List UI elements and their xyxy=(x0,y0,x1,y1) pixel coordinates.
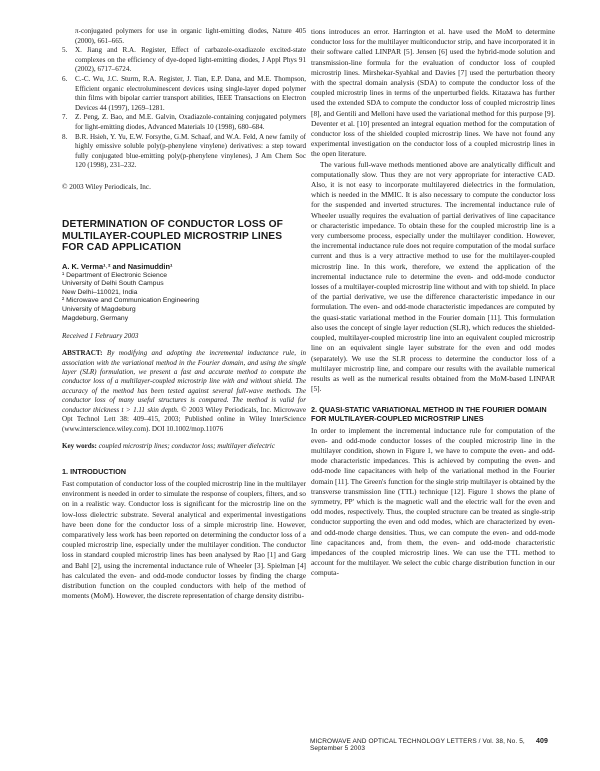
abstract-copyright: © 2003 Wiley Periodicals, Inc. Microwave Opt Technol Lett 38: 409–415, 2003; Published online in Wiley InterScience (www.interscience.wiley.com). DOI 10.1002/mop.11076 xyxy=(62,405,306,433)
affiliation-line: Magdeburg, Germany xyxy=(62,314,129,322)
section-heading-introduction: 1. INTRODUCTION xyxy=(62,467,127,477)
page-footer xyxy=(310,738,548,752)
reference-item: 6. C.-C. Wu, J.C. Sturm, R.A. Register, J. Tian, E.P. Dana, and M.E. Thompson, Efficient organic electroluminescent devices using single-layer doped polymer thin films with bipolar carrier transport abilities, IEEE Transactions on Electron Devices 44 (1997), 1269–1281. xyxy=(62,74,306,112)
keywords xyxy=(62,442,306,451)
right-column xyxy=(311,27,555,579)
abstract xyxy=(62,349,306,434)
reference-item: π-conjugated polymers for use in organic light-emitting diodes, Nature 405 (2000), 661–665. xyxy=(75,27,306,45)
reference-item: 8. B.R. Hsieh, Y. Yu, E.W. Forsythe, G.M. Schaaf, and W.A. Feld, A new family of highly emissive soluble poly(p-phenylene vinylene) derivatives: a step toward fully conjugated blue-emitting poly(p-phenylene vinylenes), J Am Chem Soc 120 (1998), 231–232. xyxy=(62,132,306,170)
affiliation-line: ¹ Department of Electronic Science xyxy=(62,271,168,279)
article-title: DETERMINATION OF CONDUCTOR LOSS OF MULTILAYER-COUPLED MICROSTRIP LINES FOR CAD APPLICATION xyxy=(62,218,283,254)
author-affiliations xyxy=(62,272,306,324)
left-column xyxy=(62,27,306,601)
abstract-label: ABSTRACT: xyxy=(62,349,103,358)
section-heading-variational-method: 2. QUASI-STATIC VARIATIONAL METHOD IN THE FOURIER DOMAIN FOR MULTILAYER-COUPLED MICROSTRIP LINES xyxy=(311,405,547,423)
affiliation-line: ² Microwave and Communication Engineering xyxy=(62,297,200,305)
received-date: Received 1 February 2003 xyxy=(62,332,139,341)
affiliation-line: New Delhi–110021, India xyxy=(62,288,138,296)
keywords-label: Key words: xyxy=(62,441,97,450)
affiliation-line: University of Delhi South Campus xyxy=(62,280,164,288)
journal-running-footer: MICROWAVE AND OPTICAL TECHNOLOGY LETTERS / Vol. 38, No. 5, September 5 2003 xyxy=(310,738,525,752)
affiliation-line: University of Magdeburg xyxy=(62,306,136,314)
reference-list xyxy=(62,27,306,171)
previous-article-copyright: © 2003 Wiley Periodicals, Inc. xyxy=(62,182,151,191)
abstract-text: By modifying and adopting the incremental inductance rule, in association with the variational method in the Fourier domain, and using the single layer (SLR) formulation, we present a fast and accurate method to compute the conductor loss of a multilayer-coupled microstrip line with and without shield. The accuracy of the method has been tested against several full-wave methods. The conductor loss of many useful structures is compared. The method is valid for conductor thickness t > 1.11 skin depth. xyxy=(62,349,307,414)
reference-item: 5. X. Jiang and R.A. Register, Effect of carbazole-oxadiazole excited-state complexes on the efficiency of dye-doped light-emitting diodes, J Appl Phys 91 (2002), 6717–6724. xyxy=(62,46,306,74)
reference-item: 7. Z. Peng, Z. Bao, and M.E. Galvin, Oxadiazole-containing conjugated polymers for light-emitting diodes, Advanced Materials 10 (1998), 680–684. xyxy=(62,113,306,131)
body-paragraph: tions introduces an error. Harrington et al. have used the MoM to determine conductor loss for the multilayer multiconductor strip, and have incorporated it in their software called LINPAR [5]. Jensen [6] used the hybrid-mode solution and transmission-line formula for the evaluation of conductor loss of coupled microstrip lines. Mirshekar-Syahkal and Davies [7] used the perturbation theory with the spectral domain analysis (SDA) to compute the conductor loss of the coupled microstrip lines in terms of the unperturbed fields. Kitazawa has further used the extended SDA to compute the conductor loss of coupled microstrip lines [8], and Gentili and Melloni have used the variational method for this purpose [9]. Deventer et al. [10] presented an integral equation method for the computation of conductor loss of the shielded coupled microstrip lines. We have not found any experimental investigation on the conductor loss of a coupled microstrip lines in the open literature. xyxy=(311,27,555,159)
introduction-paragraph: Fast computation of conductor loss of the coupled microstrip line in the multilayer environment is needed in order to simulate the response of couplers, filters, and so on in a realistic way. Conductor loss is significant for the microstrip line on the low-loss dielectric substrate. Several analytical and experimental investigations have been done for the conductor loss of a simple microstrip line. However, comparatively less work has been reported on determining the conductor loss of a coupled microstrip line, especially under the multilayer condition. The conductor loss in standard coupled microstrip lines has been analysed by Rao [1] and Garg and Bahl [2], using the incremental inductance rule of Wheeler [3]. Spielman [4] has calculated the even- and odd-mode conductor losses by finding the charge distribution function on the coupled conductors with help of the method of moments (MoM). However, the discrete representation of charge density distribu- xyxy=(62,478,306,601)
body-paragraph: The various full-wave methods mentioned above are analytically difficult and computationally slow. Thus they are not very appropriate for interactive CAD. Also, it is not easy to incorporate multilayered dielectrics in the formulation, which is needed in the MMIC. It is also necessary to compute the conductor loss for the suspended and inverted structures. The incremental inductance rule of Wheeler usually requires the evaluation of partial derivatives of line capacitance or characteristic impedance. To obtain these for the coupled microstrip line is a very cumbersome process, especially under the multilayer condition. However, the incremental inductance rule does not require computation of the modal surface current and thus is a very attractive method to use for the multilayer-coupled microstrip line. In this work, therefore, we extend the application of the incremental inductance rule to determine the even- and odd-mode conductor losses of a multilayer-coupled microstrip line without and with top shield. In place of the partial derivative, we use the difference characteristic impedance in our formulation. The even- and odd-mode characteristic impedances are computed by the quasi-static variational method in the Fourier domain [11]. This formulation also uses the concept of single layer reduction (SLR), which reduces the shielded-coupled, multilayer-coupled microstrip line into an equivalent coupled microstrip line on an equivalent single layer substrate for the even and odd modes (separately). We use the SLR process to determine the conductor loss of a multilayer microstrip line, and compare our results with the available numerical results as well as the numerical results obtained from the MoM-based LINPAR [5]. xyxy=(311,159,555,394)
section-2-paragraph: In order to implement the incremental inductance rule for computation of the even- and odd-mode conductor losses of the coupled microstrip line in the multilayer condition, shown in Figure 1, we have to compute the even- and odd-mode characteristic impedances. This is achieved by computing the even- and odd-mode line capacitances with help of the variational method in the Fourier domain [11]. The Green's function for the single strip multilayer is obtained by the transverse transmission line (TTL) technique [12]. Figure 1 shows the plane of symmetry, PP' which is the magnetic wall and the electric wall for the even and odd modes, respectively. Thus, the coupled structure can be treated as single-strip conductor supporting the even and odd modes, which are characterized by even- and odd-mode charge densities. Thus, we can compute the even- and odd-mode line capacitances and, from them, the even- and odd-mode characteristic impedances of the coupled microstrip lines. We can use the TTL method to account for the multilayer. We select the cubic charge distribution function in our computa- xyxy=(311,425,555,578)
article-authors: A. K. Verma¹˒² and Nasimuddin¹ xyxy=(62,261,173,271)
page-number: 409 xyxy=(536,738,548,745)
keywords-text: coupled microstrip lines; conductor loss; multilayer dielectric xyxy=(98,441,275,450)
